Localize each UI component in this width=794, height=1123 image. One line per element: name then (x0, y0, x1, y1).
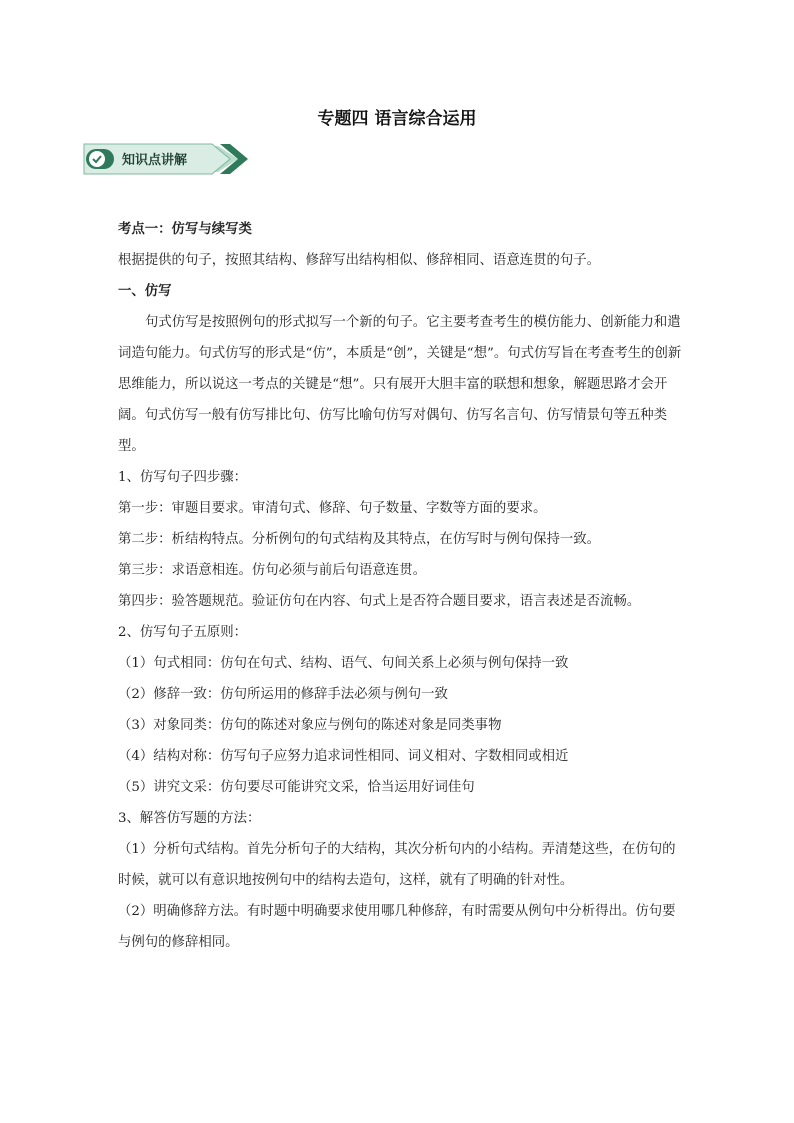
check-icon (89, 151, 105, 167)
list-item: 第一步：审题目要求。审清句式、修辞、句子数量、字数等方面的要求。 (118, 501, 547, 516)
page-title: 专题四 语言综合运用 (317, 109, 477, 129)
list-item: （4）结构对称：仿写句子应努力追求词性相同、词义相对、字数相同或相近 (118, 749, 569, 764)
list-item: （5）讲究文采：仿句要尽可能讲究文采，恰当运用好词佳句 (118, 780, 475, 795)
paragraph: 句式仿写是按照例句的形式拟写一个新的句子。它主要考查考生的模仿能力、创新能力和遣词造句能力。句式仿写的形式是“仿”，本质是“创”，关键是“想”。句式仿写旨在考查考生的创新思维能力，所以说这一考点的关键是“想”。只有展开大胆丰富的联想和想象，解题思路才会开阔。句式仿写一般有仿写排比句、仿写比喻句仿写对偶句、仿写名言句、仿写情景句等五种类型。 (118, 315, 682, 454)
list-heading: 1、仿写句子四步骤： (118, 470, 248, 485)
section-heading: 考点一：仿写与续写类 (118, 221, 252, 237)
subheading: 一、仿写 (118, 283, 172, 299)
document-body (118, 214, 688, 958)
list-heading: 3、解答仿写题的方法： (118, 811, 261, 826)
list-item: 第二步：析结构特点。分析例句的句式结构及其特点，在仿写时与例句保持一致。 (118, 532, 601, 547)
banner-label: 知识点讲解 (122, 153, 188, 168)
list-item: （2）明确修辞方法。有时题中明确要求使用哪几种修辞，有时需要从例句中分析得出。仿句要与例句的修辞相同。 (118, 904, 676, 950)
list-item: （2）修辞一致：仿句所运用的修辞手法必须与例句一致 (118, 687, 448, 702)
list-item: （1）句式相同：仿句在句式、结构、语气、句间关系上必须与例句保持一致 (118, 656, 569, 671)
list-item: 第三步：求语意相连。仿句必须与前后句语意连贯。 (118, 563, 426, 578)
list-heading: 2、仿写句子五原则： (118, 625, 248, 640)
list-item: 第四步：验答题规范。验证仿句在内容、句式上是否符合题目要求，语言表述是否流畅。 (118, 594, 641, 609)
paragraph: 根据提供的句子，按照其结构、修辞写出结构相似、修辞相同、语意连贯的句子。 (118, 253, 601, 268)
list-item: （1）分析句式结构。首先分析句子的大结构，其次分析句内的小结构。弄清楚这些，在仿句的时候，就可以有意识地按例句中的结构去造句，这样，就有了明确的针对性。 (118, 842, 676, 888)
list-item: （3）对象同类：仿句的陈述对象应与例句的陈述对象是同类事物 (118, 718, 502, 733)
